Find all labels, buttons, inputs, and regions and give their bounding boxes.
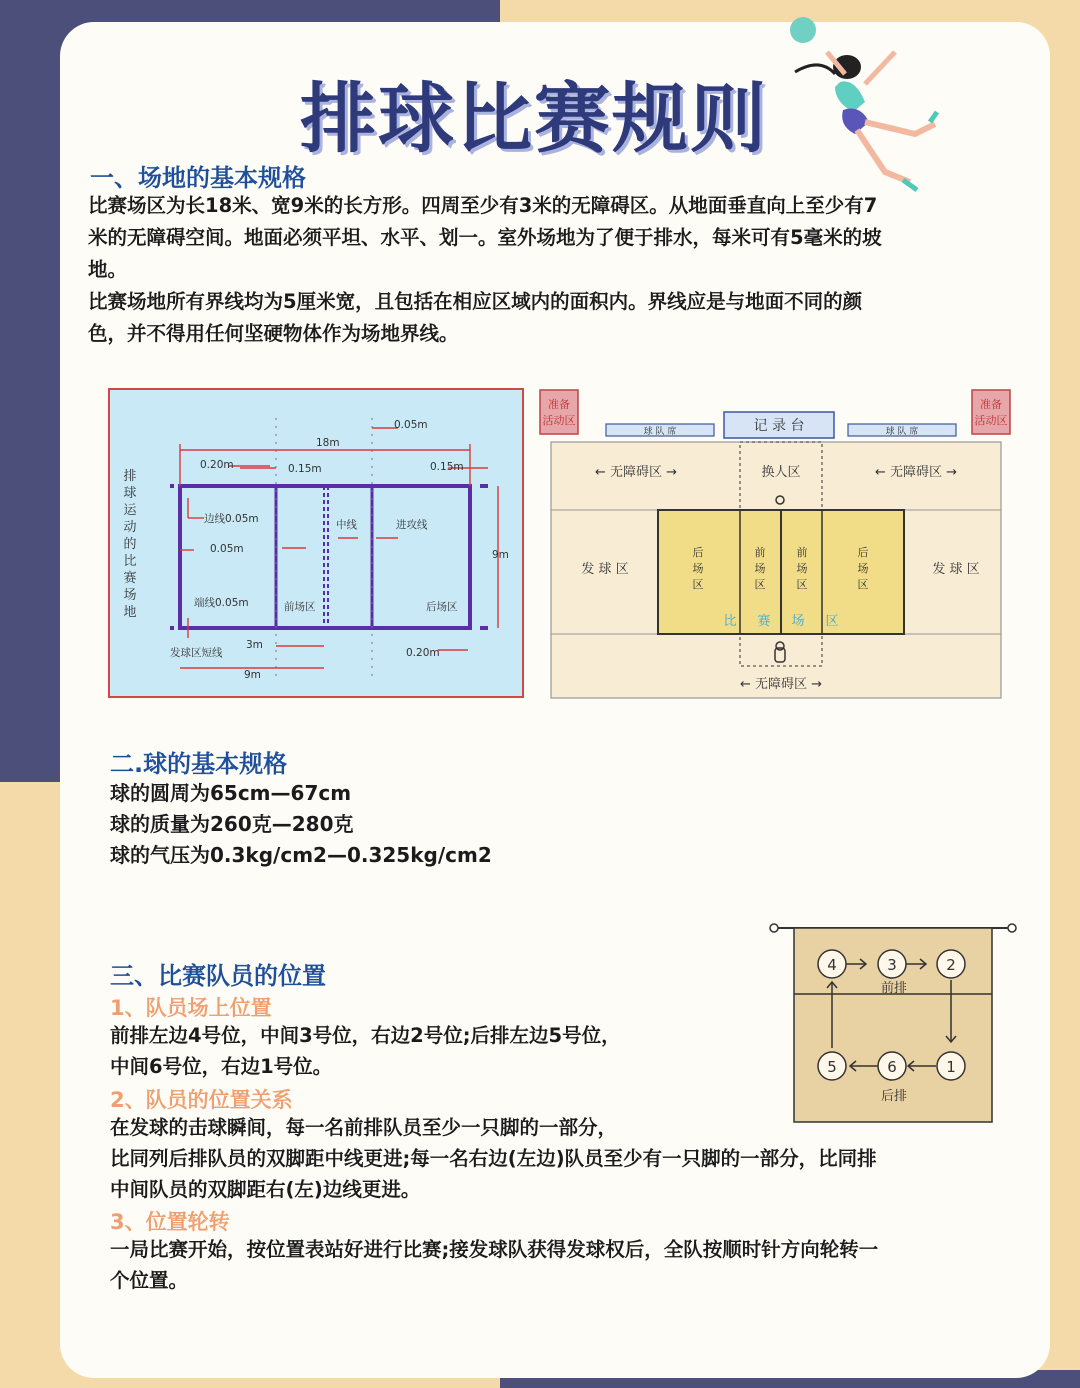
dim-0.20m-bottom: 0.20m: [406, 647, 440, 659]
section3-sub1-text: [110, 1020, 621, 1082]
front-zone-right-char: 前: [796, 546, 808, 559]
position-2: 2: [946, 956, 956, 974]
warmup-right-line: 活动区: [974, 414, 1008, 427]
dim-9m-bottom: 9m: [244, 669, 261, 681]
section2-line: 球的质量为260克—280克: [110, 812, 354, 836]
section2-heading: 二.球的基本规格: [110, 750, 288, 778]
front-zone-left-char: 前: [754, 546, 766, 559]
back-row-label: 后排: [880, 1089, 908, 1104]
serve-zone-left-label: 发 球 区: [581, 562, 629, 577]
frontzone-label: 前场区: [284, 601, 316, 613]
court-zone-diagram: [538, 388, 1018, 700]
position-5: 5: [827, 1058, 837, 1076]
vertical-label-char: 赛: [123, 571, 137, 586]
section1-line: 米的无障碍空间。地面必须平坦、水平、划一。室外场地为了便于排水，每米可有5毫米的坡: [88, 226, 882, 249]
court-label-char: 赛: [757, 614, 771, 629]
section1-text: [88, 190, 882, 350]
section3-sub3-heading: 3、位置轮转: [110, 1210, 230, 1234]
front-zone-right-char: 场: [796, 562, 808, 575]
section3-sub2-line: 在发球的击球瞬间，每一名前排队员至少一只脚的一部分，: [110, 1116, 618, 1139]
position-4: 4: [827, 956, 837, 974]
section3-sub3-line: 个位置。: [110, 1269, 189, 1292]
dim-3m: 3m: [246, 639, 263, 651]
section3-heading: 三、比赛队员的位置: [110, 962, 326, 990]
scorer-table-label: 记 录 台: [753, 418, 805, 434]
back-zone-right-char: 场: [857, 562, 869, 575]
section1-line: 地。: [88, 258, 128, 281]
centerline-label: 中线: [336, 519, 357, 531]
section3-sub1-line: 前排左边4号位，中间3号位，右边2号位;后排左边5号位，: [110, 1024, 621, 1047]
court-label-char: 区: [825, 614, 839, 629]
section3-sub3-text: [110, 1234, 878, 1296]
section3-sub3-line: 一局比赛开始，按位置表站好进行比赛;接发球队获得发球权后，全队按顺时针方向轮转一: [110, 1238, 879, 1261]
endline-label: 端线0.05m: [194, 597, 249, 609]
section3-sub1-heading: 1、队员场上位置: [110, 996, 272, 1020]
bench-right-label: 球 队 席: [885, 427, 919, 437]
vertical-label-char: 动: [123, 520, 137, 535]
warmup-left-line: 准备: [548, 398, 570, 411]
dim-18m: 18m: [316, 437, 340, 449]
front-zone-left-char: 场: [754, 562, 766, 575]
vertical-label-char: 球: [123, 486, 137, 501]
serve-zone-right-label: 发 球 区: [932, 562, 980, 577]
attackline-label: 进攻线: [396, 519, 428, 531]
dim-0.20m: 0.20m: [200, 459, 234, 471]
position-6: 6: [887, 1058, 897, 1076]
back-zone-right-char: 区: [857, 578, 869, 591]
vertical-label-char: 场: [123, 588, 137, 603]
court-label-char: 场: [791, 614, 805, 629]
free-zone-left-label: ← 无障碍区 →: [594, 465, 678, 480]
front-row-label: 前排: [880, 981, 908, 996]
front-zone-left-char: 区: [754, 578, 766, 591]
bench-left-label: 球 队 席: [643, 427, 677, 437]
section3-sub1-line: 中间6号位，右边1号位。: [110, 1055, 333, 1078]
substitution-zone-label: 换人区: [761, 465, 801, 480]
vertical-label-char: 地: [123, 605, 137, 620]
vertical-label-char: 运: [123, 503, 137, 518]
section1-line: 比赛场区为长18米、宽9米的长方形。四周至少有3米的无障碍区。从地面垂直向上至少有7: [88, 194, 878, 217]
dim-0.15m-left: 0.15m: [288, 463, 322, 475]
court-label-char: 比: [723, 614, 737, 629]
section1-line: 色，并不得用任何坚硬物体作为场地界线。: [88, 322, 459, 345]
warmup-left-line: 活动区: [542, 414, 576, 427]
backzone-label: 后场区: [426, 601, 458, 613]
page-title: 排球比赛规则: [300, 74, 768, 163]
sideline-label: 边线0.05m: [204, 513, 259, 525]
section3-sub2-line: 中间队员的双脚距右(左)边线更进。: [110, 1178, 421, 1201]
dim-0.05m-left: 0.05m: [210, 543, 244, 555]
front-zone-right-char: 区: [796, 578, 808, 591]
court-dimension-diagram: [108, 388, 524, 698]
section2-text: [110, 778, 492, 871]
dim-0.15m-right: 0.15m: [430, 461, 464, 473]
section1-line: 比赛场地所有界线均为5厘米宽，且包括在相应区域内的面积内。界线应是与地面不同的颜: [88, 290, 863, 313]
back-zone-right-char: 后: [857, 546, 869, 559]
warmup-right-line: 准备: [980, 398, 1002, 411]
section1-heading: 一、场地的基本规格: [90, 164, 306, 192]
dim-0.05m-top: 0.05m: [394, 419, 428, 431]
section2-line: 球的圆周为65cm—67cm: [110, 781, 352, 805]
rotation-diagram: [766, 918, 1022, 1128]
free-zone-right-label: ← 无障碍区 →: [874, 465, 958, 480]
dim-9m-side: 9m: [492, 549, 509, 561]
position-1: 1: [946, 1058, 956, 1076]
back-zone-left-char: 区: [692, 578, 704, 591]
section2-line: 球的气压为0.3kg/cm2—0.325kg/cm2: [110, 843, 492, 867]
section3-sub2-heading: 2、队员的位置关系: [110, 1088, 293, 1112]
vertical-label-char: 比: [123, 554, 137, 569]
vertical-label-char: 的: [123, 537, 137, 552]
serve-short-label: 发球区短线: [170, 647, 223, 659]
back-zone-left-char: 后: [692, 546, 704, 559]
free-zone-bottom-label: ← 无障碍区 →: [739, 677, 823, 692]
section3-sub2-text: [110, 1112, 877, 1205]
section3-sub2-line: 比同列后排队员的双脚距中线更进;每一名右边(左边)队员至少有一只脚的一部分，比同排: [110, 1147, 877, 1170]
position-3: 3: [887, 956, 897, 974]
back-zone-left-char: 场: [692, 562, 704, 575]
vertical-label-char: 排: [123, 469, 137, 484]
